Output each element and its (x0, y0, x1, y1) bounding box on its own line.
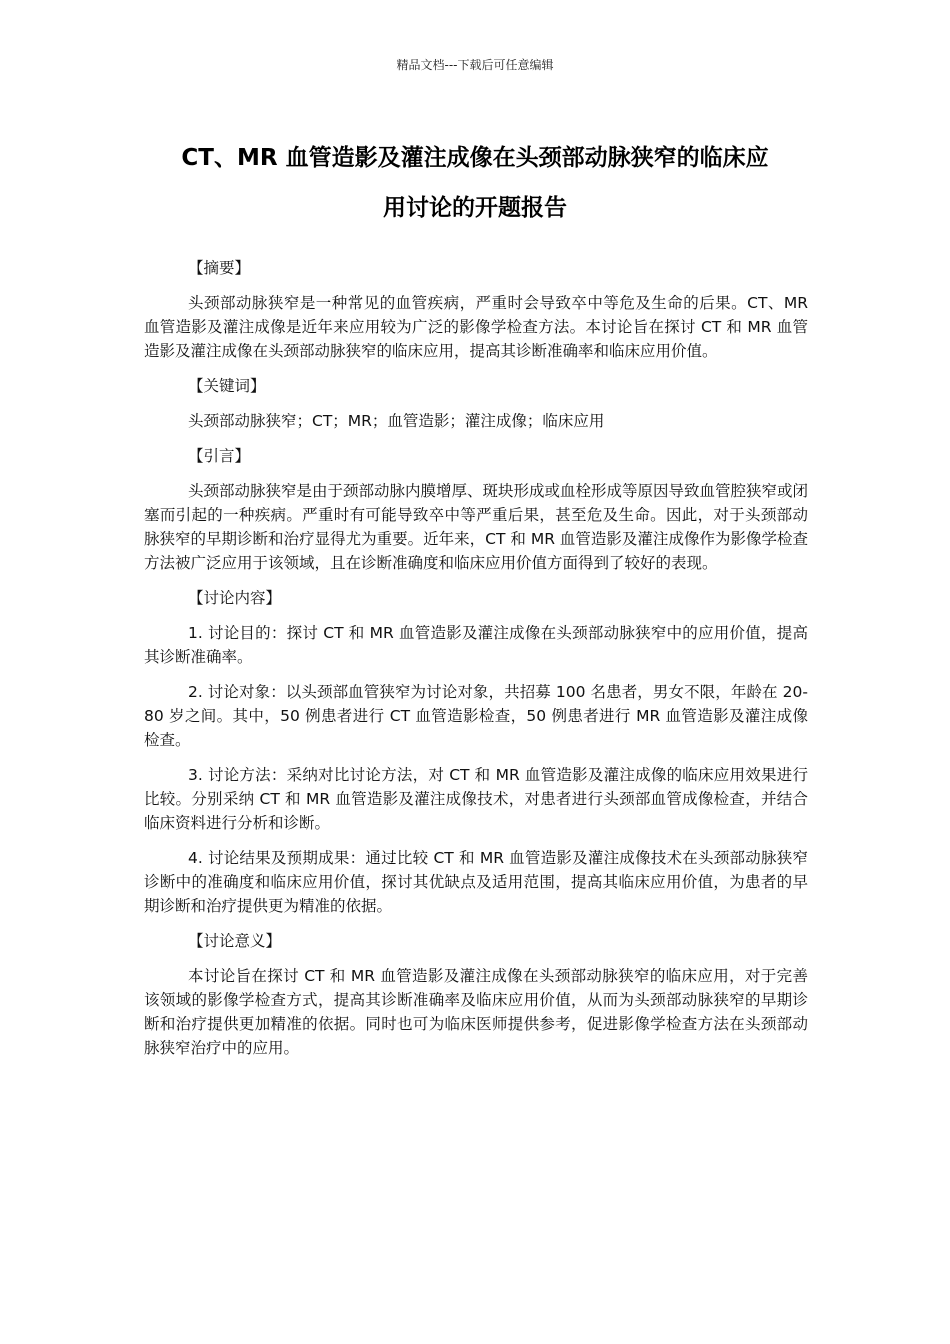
introduction-paragraph: 头颈部动脉狭窄是由于颈部动脉内膜增厚、斑块形成或血栓形成等原因导致血管腔狭窄或闭塞而引起的一种疾病。严重时有可能导致卒中等严重后果，甚至危及生命。因此，对于头颈部动脉狭窄的早期诊断和治疗显得尤为重要。近年来，CT 和 MR 血管造影及灌注成像作为影像学检查方法被广泛应用于该领域，且在诊断准确度和临床应用价值方面得到了较好的表现。 (144, 482, 809, 572)
keywords-paragraph: 头颈部动脉狭窄；CT；MR；血管造影；灌注成像；临床应用 (188, 412, 605, 430)
discussion-item-subjects: 2. 讨论对象：以头颈部血管狭窄为讨论对象，共招募 100 名患者，男女不限，年龄在 20-80 岁之间。其中，50 例患者进行 CT 血管造影检查，50 例患者进行 MR 血管造影及灌注成像检查。 (144, 683, 808, 749)
section-significance (144, 929, 808, 1060)
discussion-item-methods: 3. 讨论方法：采纳对比讨论方法，对 CT 和 MR 血管造影及灌注成像的临床应用效果进行比较。分别采纳 CT 和 MR 血管造影及灌注成像技术，对患者进行头颈部血管成像检查，并结合临床资料进行分析和诊断。 (144, 766, 808, 832)
significance-paragraph: 本讨论旨在探讨 CT 和 MR 血管造影及灌注成像在头颈部动脉狭窄的临床应用，对于完善该领域的影像学检查方式，提高其诊断准确率及临床应用价值，从而为头颈部动脉狭窄的早期诊断和治疗提供更加精准的依据。同时也可为临床医师提供参考，促进影像学检查方法在头颈部动脉狭窄治疗中的应用。 (144, 967, 808, 1057)
document-title-line-1: CT、MR 血管造影及灌注成像在头颈部动脉狭窄的临床应 (181, 145, 769, 171)
document-title (140, 133, 810, 233)
document-body (144, 256, 808, 1071)
section-heading-introduction: 【引言】 (188, 447, 251, 465)
section-heading-discussion-content: 【讨论内容】 (188, 589, 282, 607)
discussion-item-purpose: 1. 讨论目的：探讨 CT 和 MR 血管造影及灌注成像在头颈部动脉狭窄中的应用价值，提高其诊断准确率。 (144, 624, 808, 666)
page-header-watermark: 精品文档---下载后可任意编辑 (396, 58, 554, 72)
abstract-paragraph: 头颈部动脉狭窄是一种常见的血管疾病，严重时会导致卒中等危及生命的后果。CT、MR 血管造影及灌注成像是近年来应用较为广泛的影像学检查方法。本讨论旨在探讨 CT 和 MR 血管造影及灌注成像在头颈部动脉狭窄的临床应用，提高其诊断准确率和临床应用价值。 (144, 294, 808, 360)
section-abstract (144, 256, 808, 363)
section-heading-keywords: 【关键词】 (188, 377, 266, 395)
document-title-line-2: 用讨论的开题报告 (383, 195, 567, 221)
section-discussion-content (144, 586, 808, 918)
section-heading-abstract: 【摘要】 (188, 259, 251, 277)
section-heading-significance: 【讨论意义】 (188, 932, 282, 950)
section-keywords (144, 374, 808, 433)
discussion-item-results: 4. 讨论结果及预期成果：通过比较 CT 和 MR 血管造影及灌注成像技术在头颈部动脉狭窄诊断中的准确度和临床应用价值，探讨其优缺点及适用范围，提高其临床应用价值，为患者的早期诊断和治疗提供更为精准的依据。 (144, 849, 808, 915)
section-introduction (144, 444, 808, 575)
